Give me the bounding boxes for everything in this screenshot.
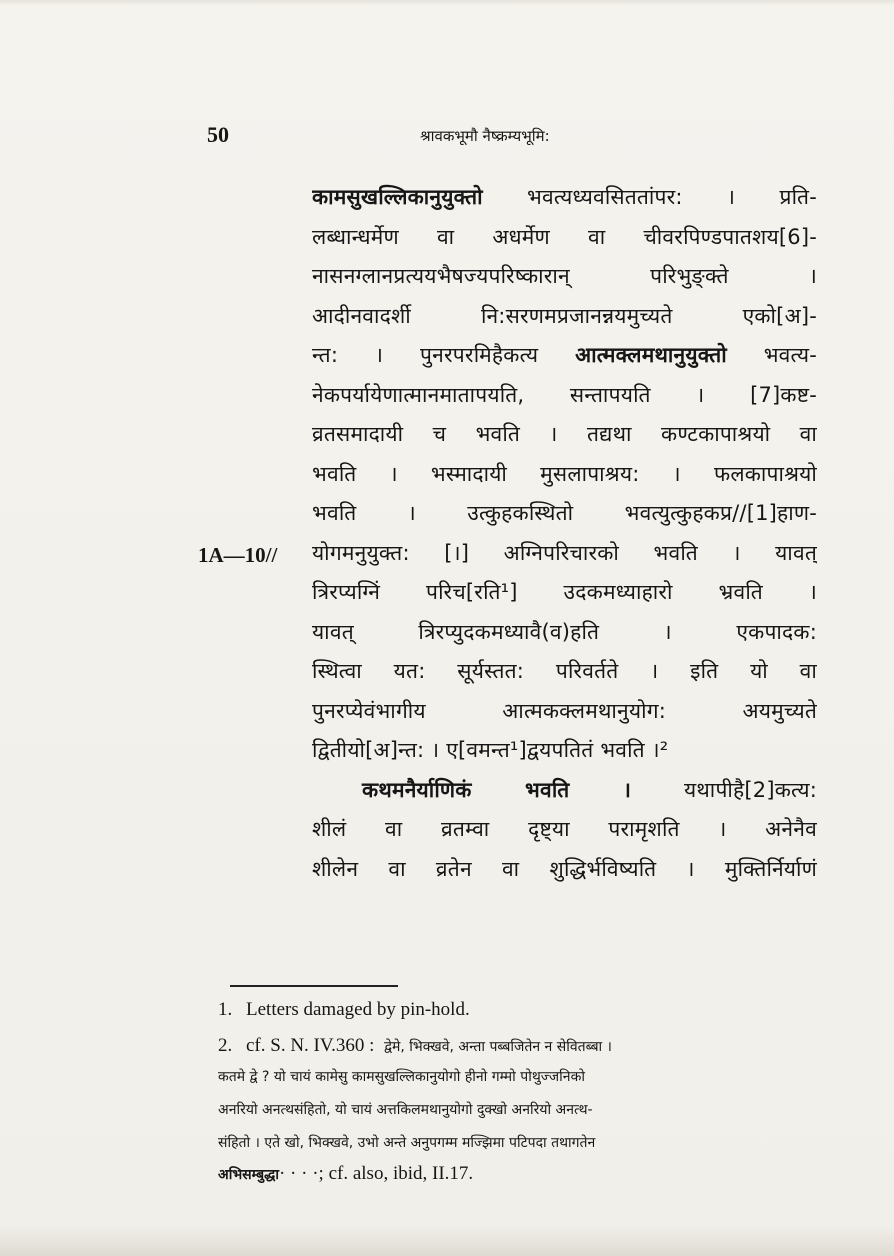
footnote-line [246,1032,818,1061]
footnote [218,996,818,1024]
footnote-separator-rule [230,985,398,987]
line-text: योगमनुयुक्त: [।] अग्निपरिचारको भवति । यावत् [312,540,817,565]
line-text: यथापीहै[2]कत्य: [631,777,817,802]
line-text: भवत्य- [726,343,817,367]
bold-phrase: आत्मक्लमथानुयुक्तो [575,343,727,367]
footnote-body [218,1032,818,1189]
text-line [312,415,817,455]
footnote-pali-line: अनरियो अनत्थसंहितो, यो चायं अत्तकिलमथानुयोगो दुक्खो अनरियो अनत्थ- [218,1102,593,1118]
footnote [218,1032,818,1189]
line-text: आदीनवादर्शी नि:सरणमप्रजानन्नयमुच्यते एको[अ]- [312,303,817,328]
footnote-pali-text: अभिसम्बुद्धा [218,1167,279,1183]
line-text: यावत् त्रिरप्युदकमध्यावै(व)हति । एकपादक: [312,619,817,644]
line-text: त्रिरप्यग्निं परिच[रति¹] उदकमध्याहारो भ्रवति । [312,580,817,604]
line-text: द्वितीयो[अ]न्त: । ए[वमन्त¹]द्वयपतितं भवति ।² [312,738,669,762]
text-line [312,297,817,337]
page-number: 50 [207,122,229,147]
footnote-pali-text: द्वेमे, भिक्खवे, अन्ता पब्बजितेन न सेवितब्बा । [383,1039,612,1055]
text-line [312,692,817,732]
footnote-marker: 2. [218,1035,233,1056]
line-text: शीलं वा व्रतम्वा दृष्ट्या परामृशति । अनेनैव [312,817,817,841]
text-line [312,376,817,416]
text-line [312,257,817,297]
text-line [312,178,817,218]
line-text: न्त: । पुनरपरमिहैकत्य [312,343,576,367]
text-line [312,652,817,692]
line-text: नासनग्लानप्रत्ययभैषज्यपरिष्कारान् परिभुङ्क्ते । [312,264,817,288]
text-line [312,573,817,613]
page-top-shadow [0,0,894,6]
footnote-text: Letters damaged by pin-hold. [246,999,470,1020]
footnote-line [218,1160,818,1189]
footnote-marker: 1. [218,999,233,1020]
text-line [312,534,817,574]
footnote-pali-line: संहितो । एते खो, भिक्खवे, उभो अन्ते अनुपगम्म मज्झिमा पटिपदा तथागतेन [218,1135,596,1151]
text-line [312,613,817,653]
text-line [312,455,817,495]
line-text: व्रतसमादायी च भवति । तद्यथा कण्टकापाश्रयो वा [312,422,817,446]
page-bottom-shadow [0,1226,894,1256]
footnote-pali-line: कतमे द्वे ? यो चायं कामेसु कामसुखल्लिकानुयोगो हीनो गम्मो पोथुज्जनिको [218,1069,585,1085]
line-text: भवति । उत्कुहकस्थितो भवत्युत्कुहकप्र//[1]हाण- [312,501,817,525]
line-text: पुनरप्येवंभागीय आत्मकक्लमथानुयोग: अयमुच्यते [312,698,817,723]
text-line [312,336,817,376]
footnote-citation: · · · ·; cf. also, ibid, II.17. [278,1163,474,1184]
line-text: लब्धान्धर्मेण वा अधर्मेण वा चीवरपिण्डपातशय[6]- [312,224,817,249]
running-head: श्रावकभूमौ नैष्क्रम्यभूमि: [420,127,550,145]
line-text: स्थित्वा यत: सूर्यस्तत: परिवर्तते । इति यो वा [312,659,817,683]
line-text: नेकपर्यायेणात्मानमातापयति, सन्तापयति । [7]कष्ट- [312,382,817,407]
text-line [312,494,817,534]
main-text-block [312,178,817,889]
text-line [312,850,817,890]
text-line [312,731,817,771]
text-line [312,810,817,850]
line-text: भवत्यध्यवसिततांपर: । प्रति- [482,185,817,209]
bold-phrase: कथमनैर्याणिकं भवति । [362,777,632,802]
bold-phrase: कामसुखल्लिकानुयुक्तो [312,185,483,209]
margin-manuscript-reference: 1A—10// [198,543,278,567]
text-line [312,218,817,258]
line-text: भवति । भस्मादायी मुसलापाश्रय: । फलकापाश्रयो [312,461,817,486]
footnote-citation: cf. S. N. IV.360 : [246,1035,375,1056]
line-text: शीलेन वा व्रतेन वा शुद्धिर्भविष्यति । मुक्तिर्निर्याणं [312,856,817,881]
footnotes [218,996,818,1189]
text-line [312,771,817,811]
